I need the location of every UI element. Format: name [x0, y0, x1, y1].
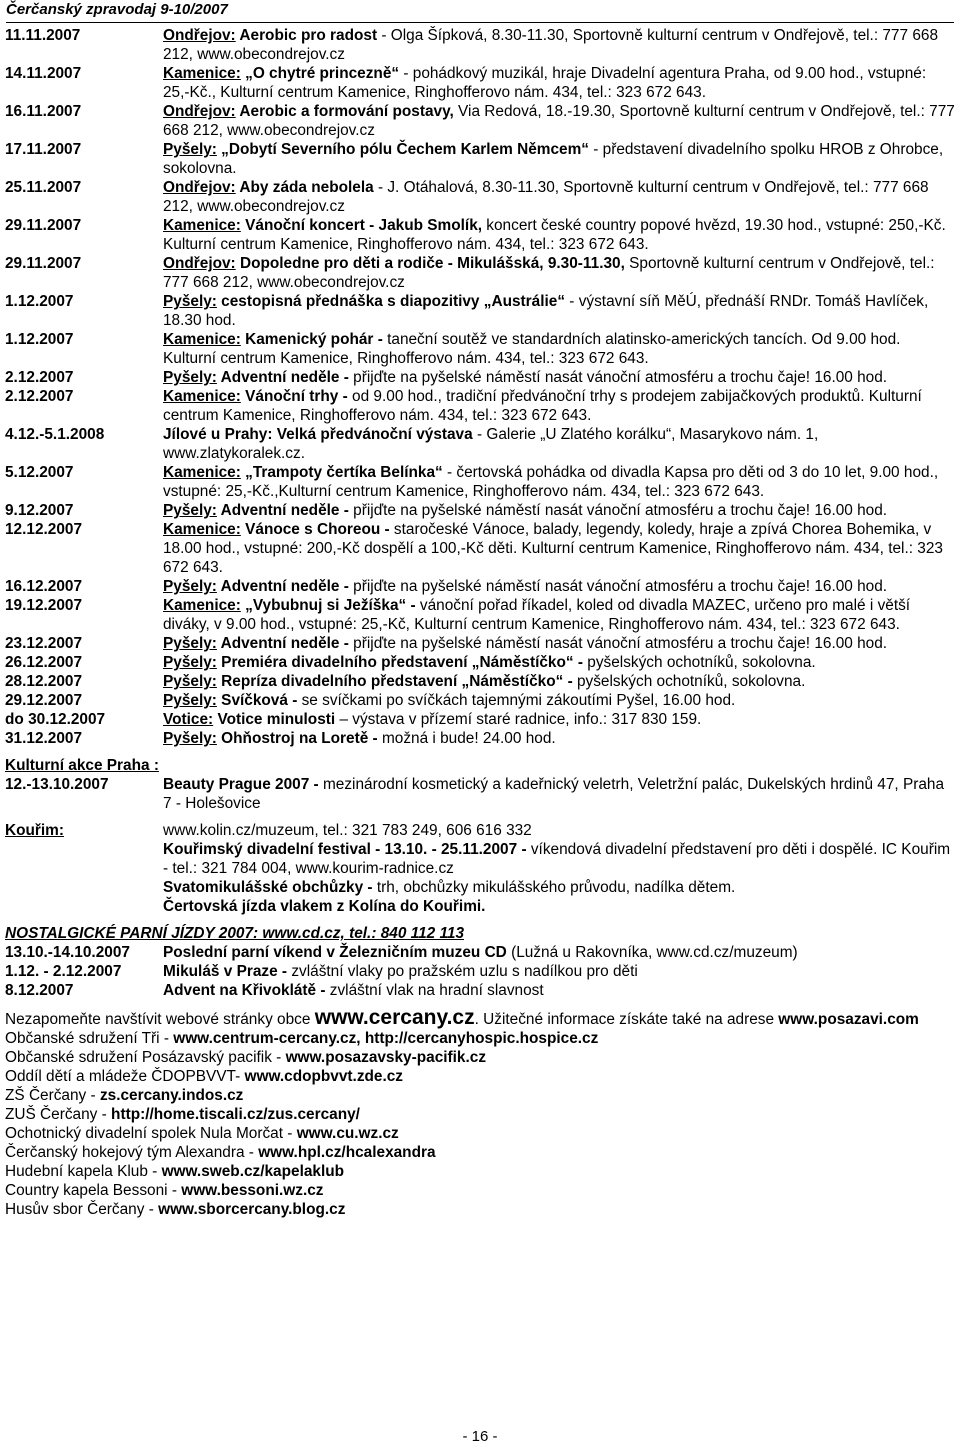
event-title: „Vybubnuj si Ježíška“ -: [240, 597, 416, 614]
nostalgic-date: 1.12. - 2.12.2007: [5, 963, 122, 980]
spacer: [5, 1000, 955, 1008]
nostalgic-heading: NOSTALGICKÉ PARNÍ JÍZDY 2007: www.cd.cz, tel.: 840 112 113: [5, 925, 465, 942]
event-row: [5, 672, 955, 691]
event-row: [5, 216, 955, 254]
link-url[interactable]: www.centrum-cercany.cz, http://cercanyhospic.hospice.cz: [173, 1030, 599, 1047]
event-list: [5, 26, 955, 1219]
event-row: [5, 254, 955, 292]
event-row: [5, 178, 955, 216]
event-date: 16.11.2007: [5, 103, 82, 120]
link-name: Občanské sdružení Posázavský pacifik -: [5, 1049, 286, 1066]
event-date: 2.12.2007: [5, 369, 74, 386]
event-text: [163, 634, 955, 653]
event-text: [163, 425, 955, 463]
kourim-line: [163, 897, 955, 916]
kourim-detail: www.kolin.cz/muzeum, tel.: 321 783 249, 606 616 332: [163, 822, 532, 839]
link-name: Country kapela Bessoni -: [5, 1182, 182, 1199]
kourim-line: [163, 878, 955, 897]
nostalgic-title: Poslední parní víkend v Železničním muzeu CD: [163, 944, 507, 961]
event-title: Aerobic a formování postavy,: [235, 103, 454, 120]
nostalgic-date: 8.12.2007: [5, 982, 74, 999]
event-text: [163, 330, 955, 368]
event-title: Vánoce s Choreou -: [240, 521, 390, 538]
event-date: 9.12.2007: [5, 502, 74, 519]
link-url[interactable]: http://home.tiscali.cz/zus.cercany/: [111, 1106, 360, 1123]
event-detail: mezinárodní kosmetický a kadeřnický veletrh, Veletržní palác, Dukelských hrdinů 47, Praha 7 - Holešovice: [163, 776, 945, 812]
event-detail: Sportovně kulturní centrum v Ondřejově, tel.: 777 668 212, www.obecondrejov.cz: [163, 255, 935, 291]
event-place: Pyšely:: [163, 673, 217, 690]
kourim-title: Svatomikulášské obchůzky -: [163, 879, 373, 896]
event-title: Votice minulosti: [213, 711, 336, 728]
event-row: [5, 102, 955, 140]
link-name: Čerčanský hokejový tým Alexandra -: [5, 1144, 259, 1161]
nostalgic-detail: zvláštní vlaky po pražském uzlu s nadílkou pro děti: [287, 963, 638, 980]
event-text: [163, 710, 955, 729]
event-detail: - výstavní síň MěÚ, přednáší RNDr. Tomáš Havlíček, 18.30 hod.: [163, 293, 929, 329]
event-date: 1.12.2007: [5, 331, 74, 348]
event-date: 14.11.2007: [5, 65, 82, 82]
link-row: [5, 1181, 955, 1200]
event-row: [5, 501, 955, 520]
event-row: [5, 596, 955, 634]
event-row: [5, 387, 955, 425]
event-date: 12.12.2007: [5, 521, 83, 538]
kourim-title: Čertovská jízda vlakem z Kolína do Kouřimi.: [163, 898, 486, 915]
event-text: [163, 387, 955, 425]
visit-pre: Nezapomeňte navštívit webové stránky obce: [5, 1011, 315, 1028]
event-place: Kamenice:: [163, 331, 241, 348]
event-detail: - J. Otáhalová, 8.30-11.30, Sportovně kulturní centrum v Ondřejově, tel.: 777 668 212, www.obecondrejov.cz: [163, 179, 929, 215]
nostalgic-rows: [5, 943, 955, 1000]
link-name: ZŠ Čerčany -: [5, 1087, 100, 1104]
nostalgic-row: [5, 943, 955, 962]
event-text: [163, 178, 955, 216]
link-row: [5, 1143, 955, 1162]
event-place: Ondřejov:: [163, 179, 236, 196]
event-date: do 30.12.2007: [5, 711, 106, 728]
event-text: [163, 254, 955, 292]
event-text: [163, 26, 955, 64]
event-place: Pyšely:: [163, 293, 217, 310]
event-date: 31.12.2007: [5, 730, 83, 747]
nostalgic-row: [5, 962, 955, 981]
event-text: [163, 775, 955, 813]
event-detail: přijďte na pyšelské náměstí nasát vánoční atmosféru a trochu čaje! 16.00 hod.: [348, 369, 888, 386]
event-row: [5, 729, 955, 748]
spacer: [5, 813, 955, 821]
link-row: [5, 1162, 955, 1181]
praha-event: [5, 775, 955, 813]
event-row: [5, 463, 955, 501]
link-name: Občanské sdružení Tři -: [5, 1030, 174, 1047]
event-detail: koncert české country popové hvězd, 19.30 hod., vstupné: 250,-Kč. Kulturní centrum Kamenice, Ringhofferovo nám. 434, tel.: 323 672 643.: [163, 217, 946, 253]
event-place: Pyšely:: [163, 141, 217, 158]
event-text: [163, 653, 955, 672]
event-place: Pyšely:: [163, 654, 217, 671]
event-text: [163, 463, 955, 501]
event-detail: přijďte na pyšelské náměstí nasát vánoční atmosféru a trochu čaje! 16.00 hod.: [348, 578, 888, 595]
event-date: 29.11.2007: [5, 217, 82, 234]
event-title: Beauty Prague 2007 -: [163, 776, 319, 793]
event-title: Svíčková -: [216, 692, 298, 709]
event-text: [163, 691, 955, 710]
event-title: Adventní neděle -: [216, 502, 349, 519]
event-place: Ondřejov:: [163, 255, 236, 272]
event-title: cestopisná přednáška s diapozitivy „Austrálie“: [216, 293, 566, 310]
link-name: Hudební kapela Klub -: [5, 1163, 162, 1180]
event-date: 4.12.-5.1.2008: [5, 426, 105, 443]
link-url[interactable]: www.cu.wz.cz: [296, 1125, 399, 1142]
event-title: Ohňostroj na Loretě -: [216, 730, 378, 747]
event-title: Adventní neděle -: [216, 635, 349, 652]
link-row: [5, 1048, 955, 1067]
nostalgic-detail: zvláštní vlak na hradní slavnost: [325, 982, 544, 999]
link-url[interactable]: www.sweb.cz/kapelaklub: [161, 1163, 345, 1180]
event-detail: taneční soutěž ve standardních alatinsko-amerických tancích. Od 9.00 hod. Kulturní centrum Kamenice, Ringhofferovo nám. 434, tel.: 323 672 643.: [163, 331, 901, 367]
link-name: Ochotnický divadelní spolek Nula Morčat -: [5, 1125, 297, 1142]
kourim-line: [163, 821, 955, 840]
event-text: [163, 596, 955, 634]
event-text: [163, 216, 955, 254]
event-detail: staročeské Vánoce, balady, legendy, koledy, hraje a zpívá Chorea Bohemika, v 18.00 hod., vstupné: 200,-Kč dospělí a 100,-Kč děti. Kulturní centrum Kamenice, Ringhofferovo nám. 434, tel.: 323 672 643.: [163, 521, 943, 576]
event-text: [163, 577, 955, 596]
link-name: Husův sbor Čerčany -: [5, 1201, 159, 1218]
event-text: [163, 520, 955, 577]
event-text: [163, 140, 955, 178]
event-text: [163, 672, 955, 691]
event-row: [5, 710, 955, 729]
event-row: [5, 425, 955, 463]
event-title: „O chytré princezně“: [240, 65, 400, 82]
link-url[interactable]: www.cdopbvvt.zde.cz: [244, 1068, 404, 1085]
event-row: [5, 26, 955, 64]
event-title: Aerobic pro radost: [235, 27, 378, 44]
event-date: 29.12.2007: [5, 692, 83, 709]
link-name: Oddíl dětí a mládeže ČDOPBVVT-: [5, 1068, 245, 1085]
event-place: Kamenice:: [163, 597, 241, 614]
event-detail: Via Redová, 18.-19.30, Sportovně kulturní centrum v Ondřejově, tel.: 777 668 212, www.obecondrejov.cz: [163, 103, 955, 139]
event-text: [163, 368, 955, 387]
praha-heading: Kulturní akce Praha :: [5, 757, 159, 774]
kourim-label: Kouřim:: [5, 822, 64, 839]
nostalgic-detail: (Lužná u Rakovníka, www.cd.cz/muzeum): [506, 944, 798, 961]
event-title: Vánoční koncert - Jakub Smolík,: [240, 217, 483, 234]
event-detail: - čertovská pohádka od divadla Kapsa pro děti od 3 do 10 let, 9.00 hod., vstupné: 25,-Kč.,Kulturní centrum Kamenice, Ringhofferovo nám. 434, tel.: 323 672 643.: [163, 464, 939, 500]
event-rows: [5, 26, 955, 748]
event-place: Pyšely:: [163, 730, 217, 747]
event-row: [5, 691, 955, 710]
event-date: 17.11.2007: [5, 141, 82, 158]
link-name: ZUŠ Čerčany -: [5, 1106, 112, 1123]
link-row: [5, 1105, 955, 1124]
event-place: Pyšely:: [163, 502, 217, 519]
event-title: „Dobytí Severního pólu Čechem Karlem Němcem“: [216, 141, 589, 158]
event-date: 1.12.2007: [5, 293, 74, 310]
event-title: Jílové u Prahy: Velká předvánoční výstava: [163, 426, 473, 443]
event-row: [5, 368, 955, 387]
visit-paragraph: [5, 1008, 955, 1029]
event-detail: možná i bude! 24.00 hod.: [377, 730, 556, 747]
nostalgic-title: Advent na Křivoklátě -: [163, 982, 326, 999]
event-place: Kamenice:: [163, 521, 241, 538]
event-place: Ondřejov:: [163, 103, 236, 120]
event-date: 29.11.2007: [5, 255, 82, 272]
kourim-block: [5, 821, 955, 916]
nostalgic-text: [163, 962, 955, 981]
event-row: [5, 520, 955, 577]
event-text: [163, 64, 955, 102]
kourim-title: Kouřimský divadelní festival - 13.10. - 25.11.2007 -: [163, 841, 527, 858]
event-place: Pyšely:: [163, 692, 217, 709]
event-detail: - představení divadelního spolku HROB z Ohrobce, sokolovna.: [163, 141, 944, 177]
event-detail: pyšelských ochotníků, sokolovna.: [572, 673, 806, 690]
event-place: Pyšely:: [163, 369, 217, 386]
event-row: [5, 140, 955, 178]
link-url[interactable]: www.bessoni.wz.cz: [181, 1182, 324, 1199]
kourim-lines: [163, 821, 955, 916]
event-row: [5, 64, 955, 102]
event-title: Adventní neděle -: [216, 578, 349, 595]
event-text: [163, 729, 955, 748]
kourim-detail: víkendová divadelní představení pro děti i dospělé. IC Kouřim - tel.: 321 784 004, www.kourim-radnice.cz: [163, 841, 951, 877]
event-date: 2.12.2007: [5, 388, 74, 405]
event-row: [5, 330, 955, 368]
event-place: Ondřejov:: [163, 27, 236, 44]
page-header: Čerčanský zpravodaj 9-10/2007: [6, 0, 954, 23]
event-date: 19.12.2007: [5, 597, 83, 614]
event-detail: přijďte na pyšelské náměstí nasát vánoční atmosféru a trochu čaje! 16.00 hod.: [348, 635, 888, 652]
event-detail: – výstava v přízemí staré radnice, info.: 317 830 159.: [335, 711, 702, 728]
event-place: Pyšely:: [163, 635, 217, 652]
visit-post: . Užitečné informace získáte také na adrese: [474, 1011, 779, 1028]
event-detail: - pohádkový muzikál, hraje Divadelní agentura Praha, od 9.00 hod., vstupné: 25,-Kč., Kulturní centrum Kamenice, Ringhofferovo nám. 434, tel.: 323 672 643.: [163, 65, 927, 101]
event-date: 16.12.2007: [5, 578, 83, 595]
event-date: 26.12.2007: [5, 654, 83, 671]
event-date: 23.12.2007: [5, 635, 83, 652]
event-title: Vánoční trhy -: [240, 388, 348, 405]
nostalgic-row: [5, 981, 955, 1000]
link-url[interactable]: www.sborcercany.blog.cz: [158, 1201, 346, 1218]
link-url[interactable]: www.posazavsky-pacifik.cz: [285, 1049, 487, 1066]
kourim-detail: trh, obchůzky mikulášského průvodu, nadílka dětem.: [372, 879, 736, 896]
event-text: [163, 102, 955, 140]
event-row: [5, 634, 955, 653]
nostalgic-date: 13.10.-14.10.2007: [5, 944, 130, 961]
event-row: [5, 577, 955, 596]
event-detail: - Galerie „U Zlatého korálku“, Masarykovo nám. 1, www.zlatykoralek.cz.: [163, 426, 819, 462]
event-detail: pyšelských ochotníků, sokolovna.: [583, 654, 816, 671]
event-date: 5.12.2007: [5, 464, 74, 481]
link-list: [5, 1029, 955, 1219]
nostalgic-title: Mikuláš v Praze -: [163, 963, 288, 980]
link-row: [5, 1029, 955, 1048]
event-text: [163, 292, 955, 330]
link-row: [5, 1086, 955, 1105]
event-date: 12.-13.10.2007: [5, 776, 109, 793]
event-row: [5, 653, 955, 672]
event-text: [163, 501, 955, 520]
event-detail: se svíčkami po svíčkách tajemnými zákoutími Pyšel, 16.00 hod.: [297, 692, 736, 709]
kourim-line: [163, 840, 955, 878]
spacer: [5, 916, 955, 924]
event-title: Aby záda nebolela: [235, 179, 374, 196]
event-place: Kamenice:: [163, 388, 241, 405]
event-detail: vánoční pořad říkadel, koled od divadla MAZEC, určeno pro malé i větší diváky, v 9.00 hod., vstupné: 25,-Kč, Kulturní centrum Kamenice, Ringhofferovo nám. 434, tel.: 323 672 643.: [163, 597, 911, 633]
link-url[interactable]: zs.cercany.indos.cz: [99, 1087, 244, 1104]
link-row: [5, 1200, 955, 1219]
event-title: Adventní neděle -: [216, 369, 349, 386]
visit-site2-link[interactable]: www.posazavi.com: [778, 1011, 919, 1028]
page-number: - 16 -: [462, 1428, 498, 1445]
event-title: Repríza divadelního představení „Náměstíčko“ -: [216, 673, 573, 690]
event-detail: přijďte na pyšelské náměstí nasát vánoční atmosféru a trochu čaje! 16.00 hod.: [348, 502, 888, 519]
event-title: „Trampoty čertíka Belínka“: [240, 464, 443, 481]
event-row: [5, 292, 955, 330]
event-date: 25.11.2007: [5, 179, 82, 196]
visit-site-link[interactable]: www.cercany.cz: [314, 1006, 475, 1029]
event-date: 11.11.2007: [5, 27, 81, 44]
event-place: Kamenice:: [163, 217, 241, 234]
event-place: Kamenice:: [163, 65, 241, 82]
spacer: [5, 748, 955, 756]
event-place: Kamenice:: [163, 464, 241, 481]
link-row: [5, 1124, 955, 1143]
link-row: [5, 1067, 955, 1086]
event-title: Premiéra divadelního představení „Náměstíčko“ -: [216, 654, 583, 671]
event-detail: - Olga Šípková, 8.30-11.30, Sportovně kulturní centrum v Ondřejově, tel.: 777 668 212, www.obecondrejov.cz: [163, 27, 939, 63]
event-title: Kamenický pohár -: [240, 331, 383, 348]
nostalgic-text: [163, 943, 955, 962]
nostalgic-text: [163, 981, 955, 1000]
link-url[interactable]: www.hpl.cz/hcalexandra: [258, 1144, 436, 1161]
event-title: Dopoledne pro děti a rodiče - Mikulášská, 9.30-11.30,: [235, 255, 625, 272]
event-place: Pyšely:: [163, 578, 217, 595]
event-date: 28.12.2007: [5, 673, 83, 690]
event-detail: od 9.00 hod., tradiční předvánoční trhy s prodejem zabijačkových produktů. Kulturní centrum Kamenice, Ringhofferovo nám. 434, tel.: 323 672 643.: [163, 388, 922, 424]
event-place: Votice:: [163, 711, 214, 728]
